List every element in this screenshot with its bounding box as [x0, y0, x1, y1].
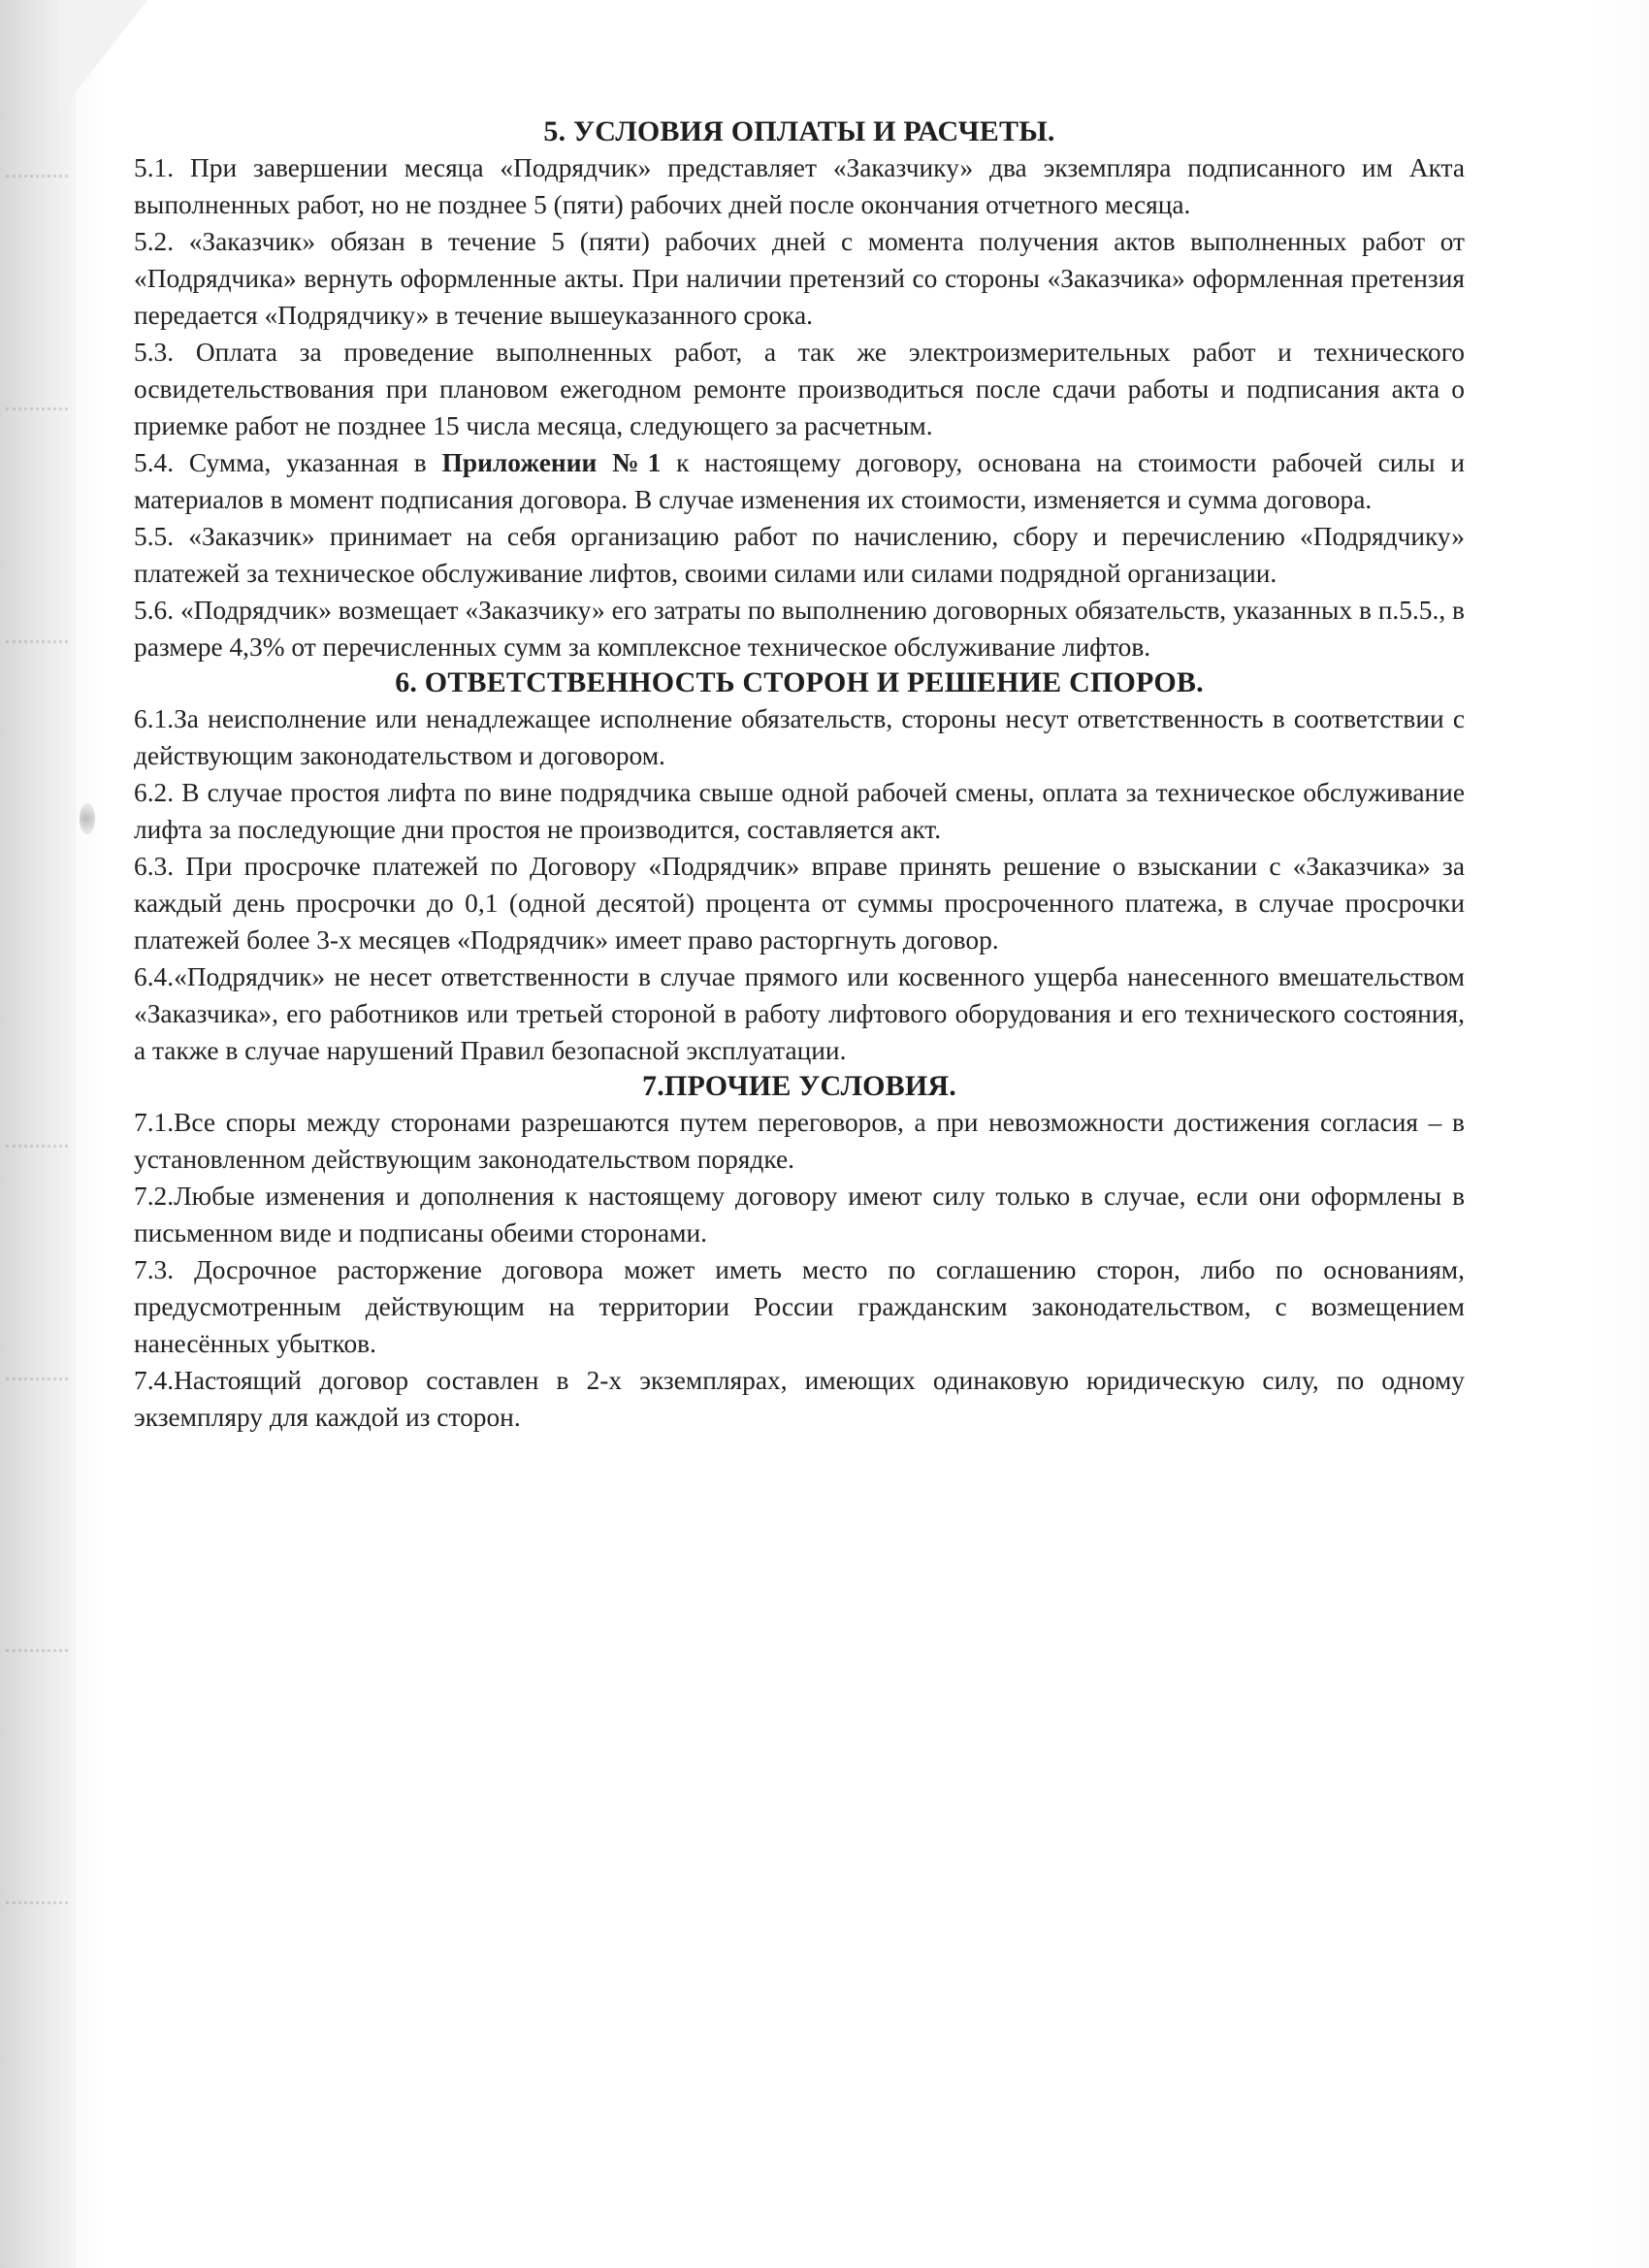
clause-5-6: 5.6. «Подрядчик» возмещает «Заказчику» его затраты по выполнению договорных обязательств, указанных в п.5.5., в размере 4,3% от перечисленных сумм за комплексное техническое обслуживание лифтов. [134, 596, 1465, 662]
document-body [134, 114, 1465, 1436]
clause-6-2: 6.2. В случае простоя лифта по вине подрядчика свыше одной рабочей смены, оплата за техническое обслуживание лифта за последующие дни простоя не производится, составляется акт. [134, 778, 1465, 844]
clause-6-1: 6.1.За неисполнение или ненадлежащее исполнение обязательств, стороны несут ответственность в соответствии с действующим законодательством и договором. [134, 704, 1465, 770]
clause-7-4: 7.4.Настоящий договор составлен в 2-х экземплярах, имеющих одинаковую юридическую силу, по одному экземпляру для каждой из сторон. [134, 1366, 1465, 1432]
clause-6-4: 6.4.«Подрядчик» не несет ответственности в случае прямого или косвенного ущерба нанесенного вмешательством «Заказчика», его работников или третьей стороной в работу лифтового оборудования и его технического состояния, а также в случае нарушений Правил безопасной эксплуатации. [134, 962, 1465, 1065]
binding-edge-shadow [0, 0, 76, 2268]
section-title-payment: 5. УСЛОВИЯ ОПЛАТЫ И РАСЧЕТЫ. [543, 115, 1055, 147]
bleed-through-mark [6, 175, 68, 178]
clause-5-4 [134, 444, 1465, 518]
clause-5-2: 5.2. «Заказчик» обязан в течение 5 (пяти) рабочих дней с момента получения актов выполненных работ от «Подрядчика» вернуть оформленные акты. При наличии претензий со стороны «Заказчика» оформленная претензия передается «Подрядчику» в течение вышеуказанного срока. [134, 227, 1465, 330]
bleed-through-mark [6, 1649, 68, 1652]
clause-6-3: 6.3. При просрочке платежей по Договору «Подрядчик» вправе принять решение о взыскании с «Заказчика» за каждый день просрочки до 0,1 (одной десятой) процента от суммы просроченного платежа, в случае просрочки платежей более 3-х месяцев «Подрядчик» имеет право расторгнуть договор. [134, 852, 1465, 955]
clause-5-1: 5.1. При завершении месяца «Подрядчик» представляет «Заказчику» два экземпляра подписанного им Акта выполненных работ, но не позднее 5 (пяти) рабочих дней после окончания отчетного месяца. [134, 153, 1465, 219]
bleed-through-mark [6, 1145, 68, 1148]
bleed-through-mark [6, 640, 68, 643]
clause-5-5: 5.5. «Заказчик» принимает на себя организацию работ по начислению, сбору и перечислению «Подрядчику» платежей за техническое обслуживание лифтов, своими силами или силами подрядной организации. [134, 522, 1465, 588]
folded-corner [58, 0, 147, 114]
clause-5-4-appendix-reference: Приложении №1 [441, 448, 662, 477]
clause-5-3: 5.3. Оплата за проведение выполненных работ, а так же электроизмерительных работ и технического освидетельствования при плановом ежегодном ремонте производиться после сдачи работы и подписания акта о приемке работ не позднее 15 числа месяца, следующего за расчетным. [134, 338, 1465, 440]
clause-5-4-text-before: 5.4. Сумма, указанная в [134, 448, 442, 477]
clause-7-1: 7.1.Все споры между сторонами разрешаются путем переговоров, а при невозможности достижения согласия – в установленном действующим законодательством порядке. [134, 1108, 1465, 1174]
bleed-through-mark [6, 407, 68, 410]
section-title-liability: 6. ОТВЕТСТВЕННОСТЬ СТОРОН И РЕШЕНИЕ СПОРОВ. [395, 666, 1204, 698]
punch-hole [80, 803, 95, 834]
section-title-other-terms: 7.ПРОЧИЕ УСЛОВИЯ. [642, 1070, 956, 1102]
clause-5-4-text-after: к настоящему договору, основана на стоимости рабочей силы и материалов в момент подписания договора. В случае изменения их стоимости, изменяется и сумма договора. [134, 448, 1465, 514]
bleed-through-mark [6, 1901, 68, 1904]
bleed-through-mark [6, 1377, 68, 1380]
clause-7-3: 7.3. Досрочное расторжение договора может иметь место по соглашению сторон, либо по основаниям, предусмотренным действующим на территории России гражданским законодательством, с возмещением нанесённых убытков. [134, 1255, 1465, 1358]
clause-7-2: 7.2.Любые изменения и дополнения к настоящему договору имеют силу только в случае, если они оформлены в письменном виде и подписаны обеими сторонами. [134, 1182, 1465, 1247]
